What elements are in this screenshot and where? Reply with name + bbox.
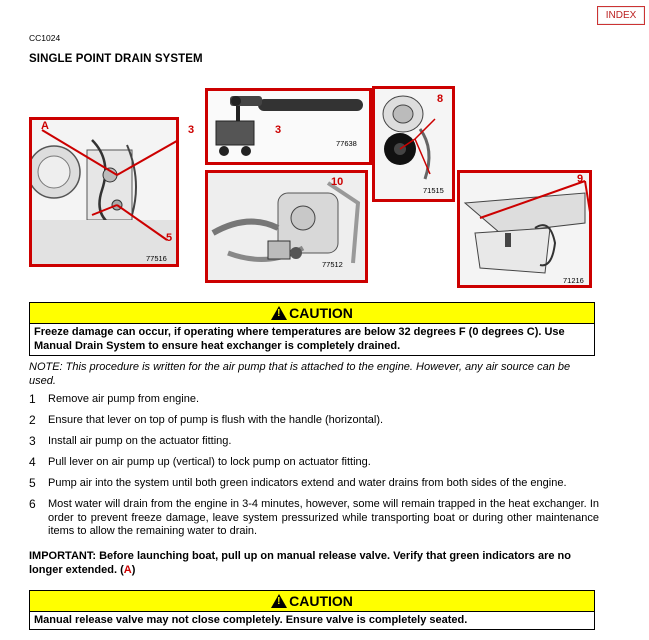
step-number: 5 bbox=[29, 476, 36, 490]
figure-drive-unit bbox=[457, 170, 592, 288]
figure-callout: A bbox=[41, 120, 49, 132]
note bbox=[29, 360, 599, 388]
caution-heading-2 bbox=[29, 590, 595, 612]
step-number: 1 bbox=[29, 392, 36, 406]
index-button[interactable]: INDEX bbox=[597, 6, 645, 25]
step-number: 4 bbox=[29, 455, 36, 469]
figure-callout: 3 bbox=[275, 124, 282, 136]
step-number: 3 bbox=[29, 434, 36, 448]
warning-icon bbox=[271, 306, 287, 320]
drive-unit-illustration bbox=[460, 173, 589, 285]
important-note bbox=[29, 549, 599, 577]
drain-cap-illustration bbox=[375, 89, 452, 199]
step-text: Most water will drain from the engine in 3-4 minutes, however, some will remain trapped in the heat exchanger. In order to prevent freeze damage, leave system pressurized while transporting boat or during other maintenance items to allow the remaining water to drain. bbox=[48, 498, 599, 537]
step-item bbox=[29, 414, 599, 428]
doc-code: CC1024 bbox=[29, 33, 61, 43]
step-number: 2 bbox=[29, 413, 36, 427]
step-text: Pull lever on air pump up (vertical) to lock pump on actuator fitting. bbox=[48, 456, 371, 468]
page-title: SINGLE POINT DRAIN SYSTEM bbox=[29, 53, 203, 65]
step-number: 6 bbox=[29, 497, 36, 511]
caution-heading bbox=[29, 302, 595, 324]
warning-icon bbox=[271, 594, 287, 608]
figure-callout-outside: 3 bbox=[188, 124, 195, 136]
air-pump-illustration bbox=[208, 91, 369, 162]
step-text: Pump air into the system until both green indicators extend and water drains from both sides of the engine. bbox=[48, 477, 567, 489]
figure-callout: 8 bbox=[437, 93, 444, 105]
note-text: This procedure is written for the air pump that is attached to the engine. However, any air source can be used. bbox=[29, 361, 571, 387]
step-item bbox=[29, 477, 599, 491]
important-close: ) bbox=[131, 564, 136, 576]
figure-number: 77638 bbox=[336, 139, 357, 148]
figure-number: 77516 bbox=[146, 254, 167, 263]
figure-engine-block bbox=[205, 170, 368, 283]
figure-callout: 10 bbox=[331, 176, 344, 188]
important-text: IMPORTANT: Before launching boat, pull up on manual release valve. Verify that green indicators are no longer extended. ( bbox=[29, 550, 571, 576]
caution-heading-label: CAUTION bbox=[289, 305, 353, 321]
figure-number: 71216 bbox=[563, 276, 584, 285]
step-item bbox=[29, 393, 599, 407]
important-ref: A bbox=[123, 564, 132, 576]
caution-text: Freeze damage can occur, if operating where temperatures are below 32 degrees F (0 degrees C). Use Manual Drain System to ensure heat exchanger is completely drained. bbox=[29, 323, 595, 356]
step-item bbox=[29, 435, 599, 449]
figure-drain-cap bbox=[372, 86, 455, 202]
figure-callout: 9 bbox=[577, 173, 584, 185]
figure-number: 77512 bbox=[322, 260, 343, 269]
step-text: Ensure that lever on top of pump is flush with the handle (horizontal). bbox=[48, 414, 384, 426]
figure-number: 71515 bbox=[423, 186, 444, 195]
engine-overview-illustration bbox=[32, 120, 176, 264]
figure-air-pump bbox=[205, 88, 372, 165]
step-item bbox=[29, 456, 599, 470]
caution-text-2: Manual release valve may not close completely. Ensure valve is completely seated. bbox=[29, 611, 595, 630]
figure-callout: 5 bbox=[166, 232, 173, 244]
step-item bbox=[29, 498, 599, 539]
step-text: Install air pump on the actuator fitting. bbox=[48, 435, 232, 447]
step-text: Remove air pump from engine. bbox=[48, 393, 200, 405]
note-label: NOTE: bbox=[29, 361, 63, 373]
caution-heading-label: CAUTION bbox=[289, 593, 353, 609]
figure-engine-overview bbox=[29, 117, 179, 267]
